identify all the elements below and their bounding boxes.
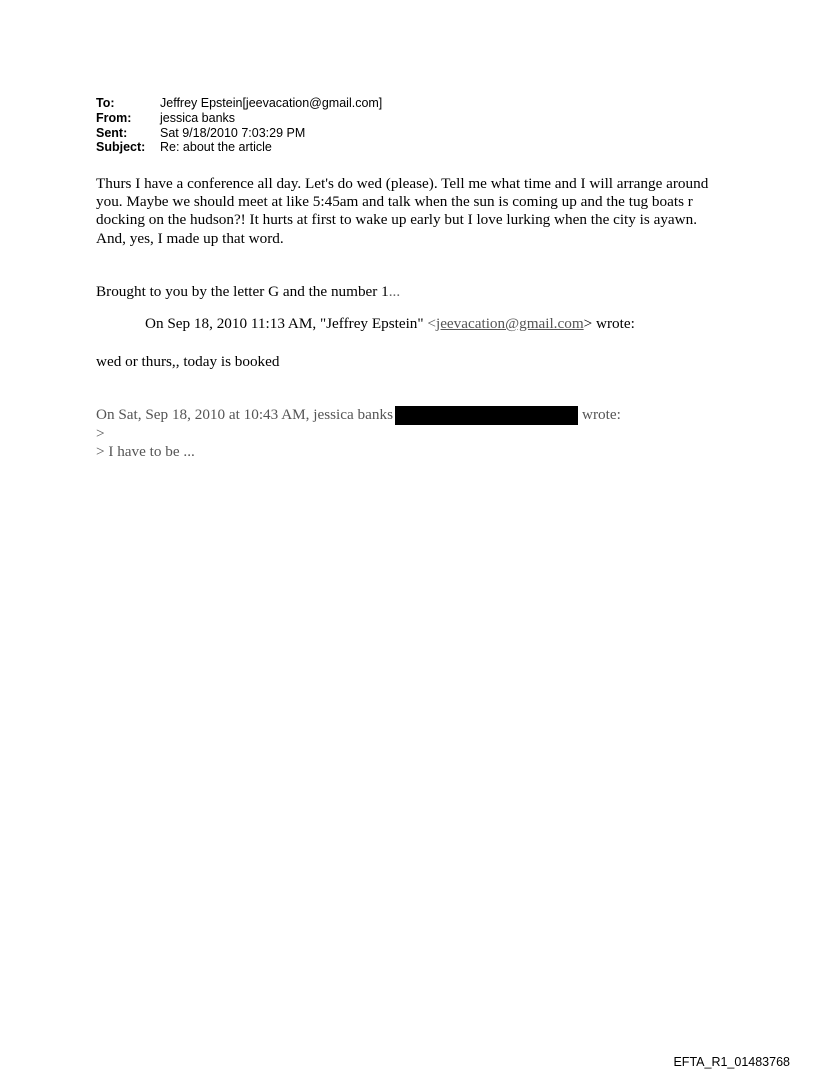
to-label: To: — [96, 96, 115, 110]
quote-line: > I have to be ... — [96, 443, 195, 461]
from-row — [96, 111, 382, 126]
message-paragraph-line: And, yes, I made up that word. — [96, 229, 284, 247]
attribution-suffix: > wrote: — [583, 315, 635, 332]
subject-value: Re: about the article — [160, 140, 272, 155]
quote-line: > — [96, 425, 105, 442]
attribution-prefix: On Sep 18, 2010 11:13 AM, "Jeffrey Epstein" — [145, 315, 428, 332]
sent-label: Sent: — [96, 125, 128, 140]
earlier-quote — [96, 406, 621, 461]
redaction-box — [395, 406, 578, 425]
quote-prefix: On Sat, Sep 18, 2010 at 10:43 AM, jessica banks — [96, 406, 393, 424]
message-body — [96, 175, 736, 248]
subject-label: Subject: — [96, 140, 146, 155]
email-link[interactable]: jeevacation@gmail.com — [435, 315, 584, 332]
quote-attribution-line — [96, 406, 621, 425]
from-value: jessica banks — [160, 110, 236, 125]
from-label: From: — [96, 110, 132, 125]
to-value: Jeffrey Epstein[jeevacation@gmail.com] — [160, 96, 383, 110]
email-header — [96, 96, 382, 155]
signature-line — [96, 283, 736, 301]
sent-value: Sat 9/18/2010 7:03:29 PM — [160, 125, 306, 140]
quote-suffix: wrote: — [581, 406, 621, 424]
signature-text: Brought to you by the letter G and the number 1 — [96, 283, 389, 300]
to-row — [96, 96, 382, 111]
quoted-attribution — [145, 315, 635, 333]
document-id: EFTA_R1_01483768 — [673, 1055, 790, 1069]
subject-row — [96, 140, 382, 155]
message-paragraph: Thurs I have a conference all day. Let's do wed (please). Tell me what time and I will arrange around you. Maybe we should meet at like 5:45am and talk when the sun is coming up and the tug boats r docking on the hudson?! It hurts at first to wake up early but I love lurking when the city is ayawn. — [96, 175, 709, 229]
sent-row — [96, 126, 382, 141]
reply-text: wed or thurs,, today is booked — [96, 353, 280, 370]
signature-ellipsis: ... — [388, 283, 401, 300]
attribution-lt: < — [427, 315, 436, 332]
